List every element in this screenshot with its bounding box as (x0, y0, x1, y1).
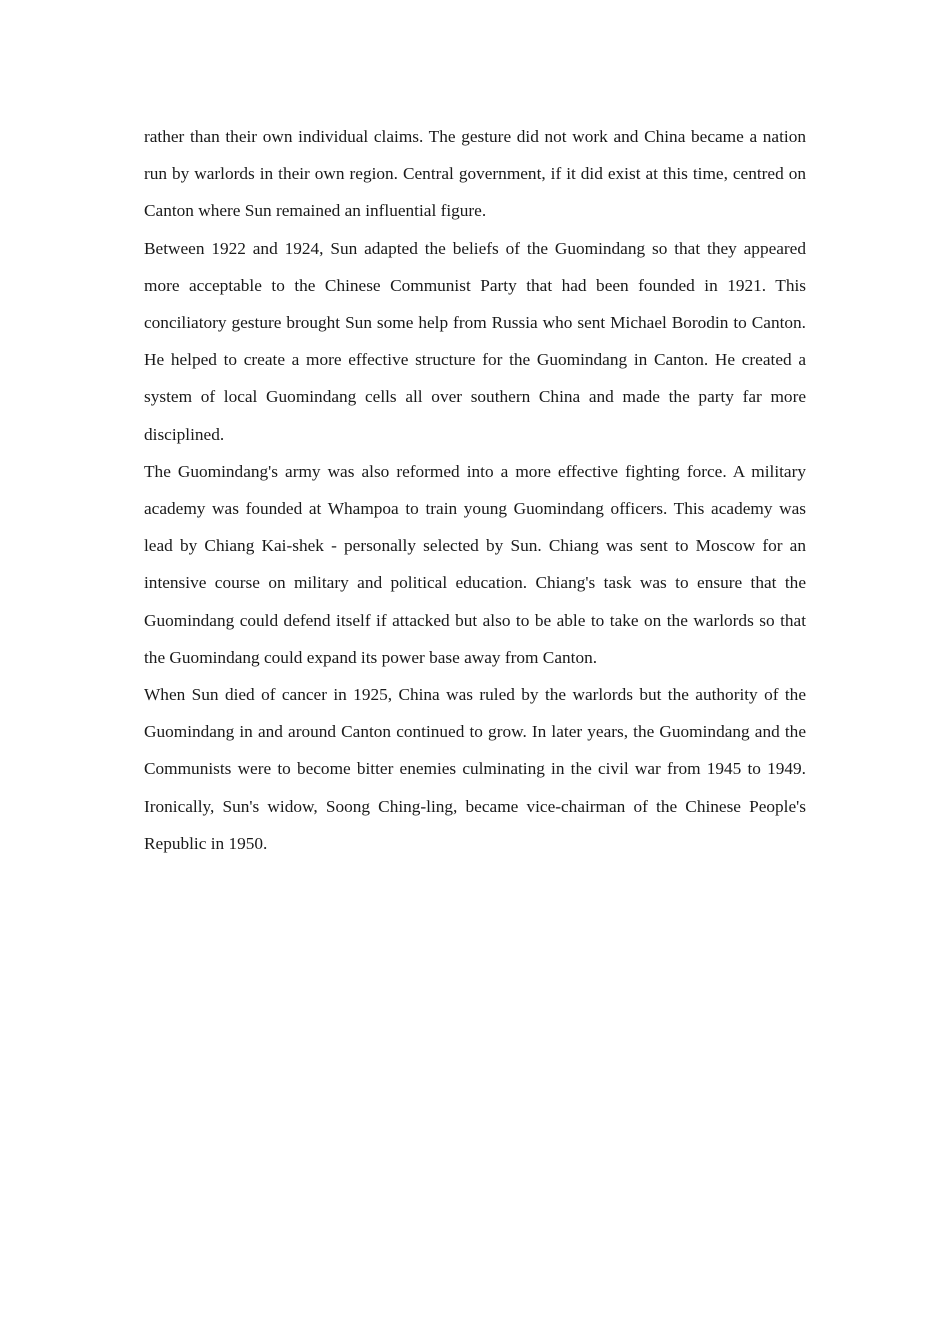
paragraph-sun-death: When Sun died of cancer in 1925, China was ruled by the warlords but the authority of the Guomindang in and around Canton continued to grow. In later years, the Guomindang and the Communists were to become bitter enemies culminating in the civil war from 1945 to 1949. Ironically, Sun's widow, Soong Ching-ling, became vice-chairman of the Chinese People's Republic in 1950. (144, 685, 806, 853)
paragraph-borodin: Between 1922 and 1924, Sun adapted the beliefs of the Guomindang so that they appeared more acceptable to the Chinese Communist Party that had been founded in 1921. This conciliatory gesture brought Sun some help from Russia who sent Michael Borodin to Canton. He helped to create a more effective structure for the Guomindang in Canton. He created a system of local Guomindang cells all over southern China and made the party far more disciplined. (144, 238, 806, 444)
document-body (144, 118, 806, 862)
paragraph-warlords: rather than their own individual claims. The gesture did not work and China became a nation run by warlords in their own region. Central government, if it did exist at this time, centred on Canton where Sun remained an influential figure. (144, 127, 806, 221)
paragraph-whampoa-academy: The Guomindang's army was also reformed into a more effective fighting force. A military academy was founded at Whampoa to train young Guomindang officers. This academy was lead by Chiang Kai-shek - personally selected by Sun. Chiang was sent to Moscow for an intensive course on military and political education. Chiang's task was to ensure that the Guomindang could defend itself if attacked but also to be able to take on the warlords so that the Guomindang could expand its power base away from Canton. (144, 461, 806, 667)
